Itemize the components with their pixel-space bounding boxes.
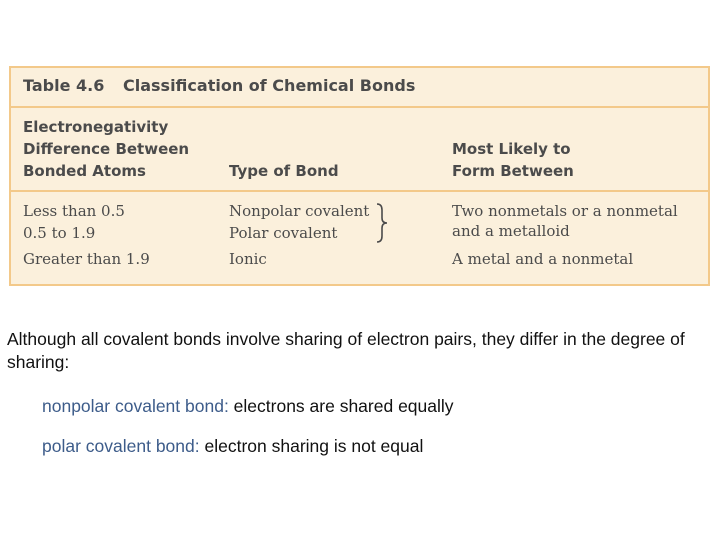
- table-title-text: Classification of Chemical Bonds: [123, 76, 416, 95]
- table-number: Table 4.6: [23, 76, 105, 95]
- header-line: Most Likely to: [452, 140, 571, 158]
- polar-term: polar covalent bond:: [42, 436, 200, 456]
- between-line: and a metalloid: [452, 222, 570, 240]
- table-title: [23, 76, 415, 95]
- header-line: Electronegativity: [23, 118, 169, 136]
- between-line: Two nonmetals or a nonmetal: [452, 202, 678, 220]
- brace-icon: [375, 202, 389, 244]
- definition-polar: [42, 436, 423, 457]
- row12-between: [452, 201, 678, 241]
- row3-difference: Greater than 1.9: [23, 250, 150, 268]
- row3-between: A metal and a nonmetal: [452, 250, 634, 268]
- intro-paragraph: Although all covalent bonds involve sharing of electron pairs, they differ in the degree of sharing:: [7, 329, 685, 372]
- definition-nonpolar: [42, 396, 454, 417]
- bond-classification-table: [9, 66, 710, 286]
- row3-type: Ionic: [229, 250, 267, 268]
- nonpolar-text: electrons are shared equally: [228, 396, 454, 416]
- polar-text: electron sharing is not equal: [199, 436, 424, 456]
- header-line: Difference Between: [23, 140, 190, 158]
- row2-type: Polar covalent: [229, 224, 338, 242]
- header-electronegativity: [23, 116, 189, 182]
- header-line: Form Between: [452, 162, 574, 180]
- header-divider: [11, 190, 708, 192]
- title-divider: [11, 106, 708, 108]
- header-line: Bonded Atoms: [23, 162, 146, 180]
- header-type-of-bond: Type of Bond: [229, 162, 339, 180]
- nonpolar-term: nonpolar covalent bond:: [42, 396, 229, 416]
- header-most-likely: [452, 138, 574, 182]
- row2-difference: 0.5 to 1.9: [23, 224, 96, 242]
- row1-difference: Less than 0.5: [23, 202, 125, 220]
- row1-type: Nonpolar covalent: [229, 202, 370, 220]
